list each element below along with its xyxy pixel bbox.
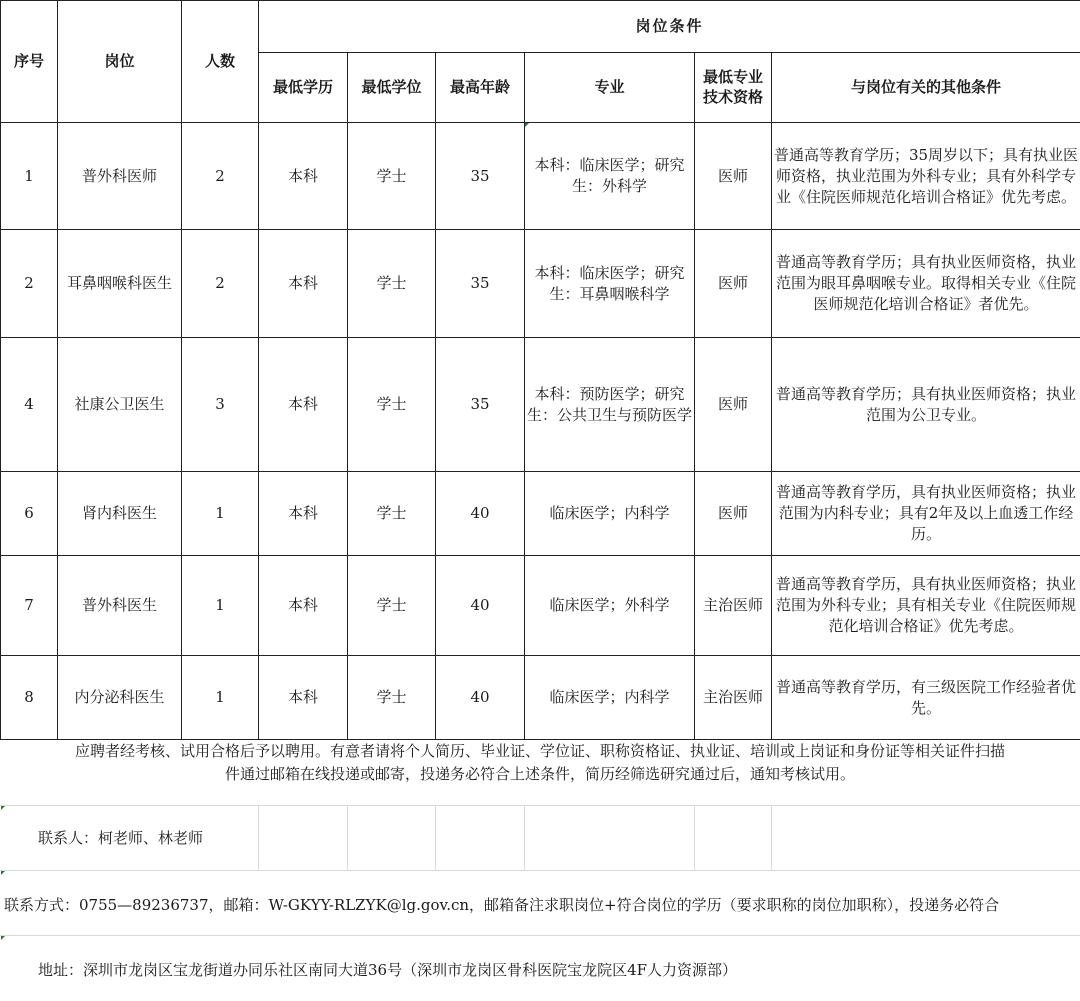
row-other: 普通高等教育学历；具有执业医师资格，执业范围为眼耳鼻咽喉专业。取得相关专业《住院医师规范化培训合格证》者优先。 [772, 230, 1080, 338]
table-row [1, 472, 1080, 556]
row-major: 临床医学；内科学 [525, 472, 695, 556]
row-count: 2 [182, 230, 259, 338]
notes-line-1: 应聘者经考核、试用合格后予以聘用。有意者请将个人简历、毕业证、学位证、职称资格证、执业证、培训或上岗证和身份证等相关证件扫描 [74, 742, 1005, 760]
application-notes [0, 740, 1080, 785]
row-position: 普外科医师 [58, 123, 182, 230]
header-position: 岗位 [58, 1, 182, 123]
row-index: 4 [1, 338, 58, 472]
row-major: 临床医学；外科学 [525, 556, 695, 656]
header-count: 人数 [182, 1, 259, 123]
row-count: 1 [182, 656, 259, 740]
grid-line [0, 805, 1080, 806]
header-conditions: 岗位条件 [259, 1, 1080, 53]
row-degree: 学士 [348, 338, 436, 472]
row-degree: 学士 [348, 556, 436, 656]
table-row [1, 338, 1080, 472]
row-count: 1 [182, 556, 259, 656]
row-index: 1 [1, 123, 58, 230]
row-age: 40 [436, 656, 525, 740]
contact-people: 联系人：柯老师、林老师 [38, 829, 204, 847]
row-age: 35 [436, 338, 525, 472]
row-qual: 医师 [695, 338, 772, 472]
row-qual: 医师 [695, 472, 772, 556]
header-index: 序号 [1, 1, 58, 123]
row-degree: 学士 [348, 123, 436, 230]
row-edu: 本科 [259, 338, 348, 472]
grid-line [0, 935, 1080, 936]
cell-marker [1, 871, 5, 875]
row-position: 社康公卫医生 [58, 338, 182, 472]
header-other: 与岗位有关的其他条件 [772, 53, 1080, 123]
row-count: 1 [182, 472, 259, 556]
row-position: 肾内科医生 [58, 472, 182, 556]
row-index: 7 [1, 556, 58, 656]
contact-method: 联系方式：0755—89236737，邮箱：W-GKYY-RLZYK@lg.gov.cn，邮箱备注求职岗位+符合岗位的学历（要求职称的岗位加职称），投递务必符合 [4, 896, 1000, 914]
row-qual: 主治医师 [695, 556, 772, 656]
header-title-qual: 最低专业技术资格 [695, 53, 772, 123]
row-position: 普外科医生 [58, 556, 182, 656]
row-qual: 医师 [695, 123, 772, 230]
header-age: 最高年龄 [436, 53, 525, 123]
notes-line-2: 件通过邮箱在线投递或邮寄，投递务必符合上述条件，简历经筛选研究通过后，通知考核试用。 [224, 764, 855, 783]
row-position: 耳鼻咽喉科医生 [58, 230, 182, 338]
cell-marker [1, 806, 5, 810]
row-qual: 医师 [695, 230, 772, 338]
row-index: 6 [1, 472, 58, 556]
header-edu: 最低学历 [259, 53, 348, 123]
row-major: 临床医学；内科学 [525, 656, 695, 740]
row-age: 40 [436, 556, 525, 656]
cell-marker [1, 936, 5, 940]
row-count: 3 [182, 338, 259, 472]
row-position: 内分泌科医生 [58, 656, 182, 740]
contact-address: 地址：深圳市龙岗区宝龙街道办同乐社区南同大道36号（深圳市龙岗区骨科医院宝龙院区4F人力资源部） [38, 961, 738, 979]
row-major: 本科：临床医学；研究生：外科学 [525, 123, 695, 230]
row-major: 本科：临床医学；研究生：耳鼻咽喉科学 [525, 230, 695, 338]
row-other: 普通高等教育学历；35周岁以下；具有执业医师资格，执业范围为外科专业；具有外科学专业《住院医师规范化培训合格证》优先考虑。 [772, 123, 1080, 230]
row-degree: 学士 [348, 656, 436, 740]
table-row [1, 123, 1080, 230]
row-qual: 主治医师 [695, 656, 772, 740]
row-edu: 本科 [259, 230, 348, 338]
table-row [1, 556, 1080, 656]
row-edu: 本科 [259, 556, 348, 656]
row-other: 普通高等教育学历，具有执业医师资格；执业范围为内科专业；具有2年及以上血透工作经历。 [772, 472, 1080, 556]
header-degree: 最低学位 [348, 53, 436, 123]
table-row [1, 230, 1080, 338]
row-degree: 学士 [348, 230, 436, 338]
cell-marker [525, 123, 529, 127]
row-edu: 本科 [259, 656, 348, 740]
row-count: 2 [182, 123, 259, 230]
row-age: 40 [436, 472, 525, 556]
row-other: 普通高等教育学历，具有执业医师资格；执业范围为外科专业；具有相关专业《住院医师规范化培训合格证》优先考虑。 [772, 556, 1080, 656]
row-edu: 本科 [259, 472, 348, 556]
row-age: 35 [436, 230, 525, 338]
row-other: 普通高等教育学历，有三级医院工作经验者优先。 [772, 656, 1080, 740]
row-edu: 本科 [259, 123, 348, 230]
row-degree: 学士 [348, 472, 436, 556]
grid-line [0, 870, 1080, 871]
row-age: 35 [436, 123, 525, 230]
header-major: 专业 [525, 53, 695, 123]
table-row [1, 656, 1080, 740]
row-index: 8 [1, 656, 58, 740]
row-other: 普通高等教育学历；具有执业医师资格；执业范围为公卫专业。 [772, 338, 1080, 472]
row-index: 2 [1, 230, 58, 338]
row-major: 本科：预防医学；研究生：公共卫生与预防医学 [525, 338, 695, 472]
